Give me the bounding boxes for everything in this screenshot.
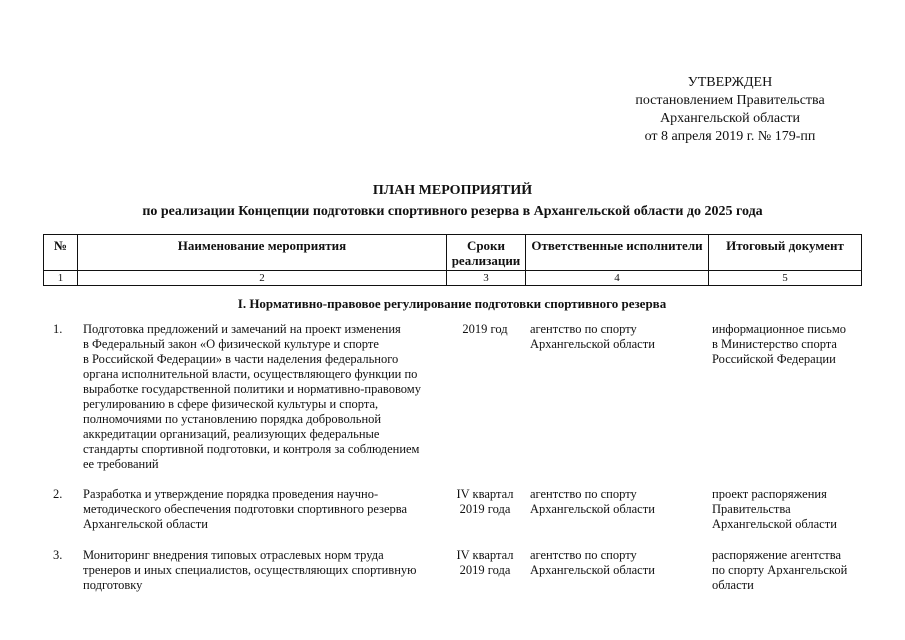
column-number-row (44, 271, 862, 286)
row-term: 2019 год (462, 322, 508, 336)
row-name: Подготовка предложений и замечаний на проект изменения в Федеральный закон «О физической культуре и спорте в Российской Федерации» в части наделения федерального органа исполнительной власти, осуществляющего функции по выработке государственной политики и нормативно-правовому регулированию в сфере физической культуры и спорта, полномочиями по установлению порядка добровольной аккредитации организаций, реализующих федеральные стандарты спортивной подготовки, и контроля за соблюдением ее требований (83, 322, 421, 471)
row-number: 1. (53, 322, 63, 336)
header-term: Сроки реализации (447, 235, 526, 271)
title-main: ПЛАН МЕРОПРИЯТИЙ (372, 183, 533, 198)
row-document: информационное письмо в Министерство спорта Российской Федерации (712, 322, 847, 366)
row-name: Разработка и утверждение порядка проведения научно- методического обеспечения подготовки спортивного резерва Архангельской области (83, 487, 408, 531)
column-number: 3 (447, 271, 526, 286)
approval-line: УТВЕРЖДЕН (687, 75, 773, 90)
column-number: 4 (526, 271, 709, 286)
row-document: проект распоряжения Правительства Архангельской области (712, 487, 837, 531)
row-term: IV квартал 2019 года (456, 548, 514, 577)
header-responsible: Ответственные исполнители (526, 235, 709, 271)
header-document: Итоговый документ (709, 235, 862, 271)
row-responsible: агентство по спорту Архангельской области (530, 322, 655, 351)
row-number: 3. (53, 548, 63, 562)
column-number: 1 (44, 271, 78, 286)
approval-line: Архангельской области (660, 111, 800, 126)
row-responsible: агентство по спорту Архангельской области (530, 548, 655, 577)
header-name: Наименование мероприятия (78, 235, 447, 271)
row-responsible: агентство по спорту Архангельской области (530, 487, 655, 516)
document-title (0, 180, 905, 222)
approval-stamp (560, 74, 900, 146)
plan-table-header (43, 234, 862, 286)
section-heading: I. Нормативно-правовое регулирование подготовки спортивного резерва (237, 296, 667, 311)
row-document: распоряжение агентства по спорту Архангельской области (712, 548, 848, 592)
column-number: 5 (709, 271, 862, 286)
header-row (44, 235, 862, 271)
header-number: № (44, 235, 78, 271)
approval-line: от 8 апреля 2019 г. № 179-пп (644, 129, 816, 144)
row-term: IV квартал 2019 года (456, 487, 514, 516)
row-name: Мониторинг внедрения типовых отраслевых норм труда тренеров и иных специалистов, осуществляющих спортивную подготовку (83, 548, 417, 592)
approval-line: постановлением Правительства (635, 93, 825, 108)
title-subtitle: по реализации Концепции подготовки спортивного резерва в Архангельской области до 2025 года (142, 204, 763, 219)
column-number: 2 (78, 271, 447, 286)
row-number: 2. (53, 487, 63, 501)
